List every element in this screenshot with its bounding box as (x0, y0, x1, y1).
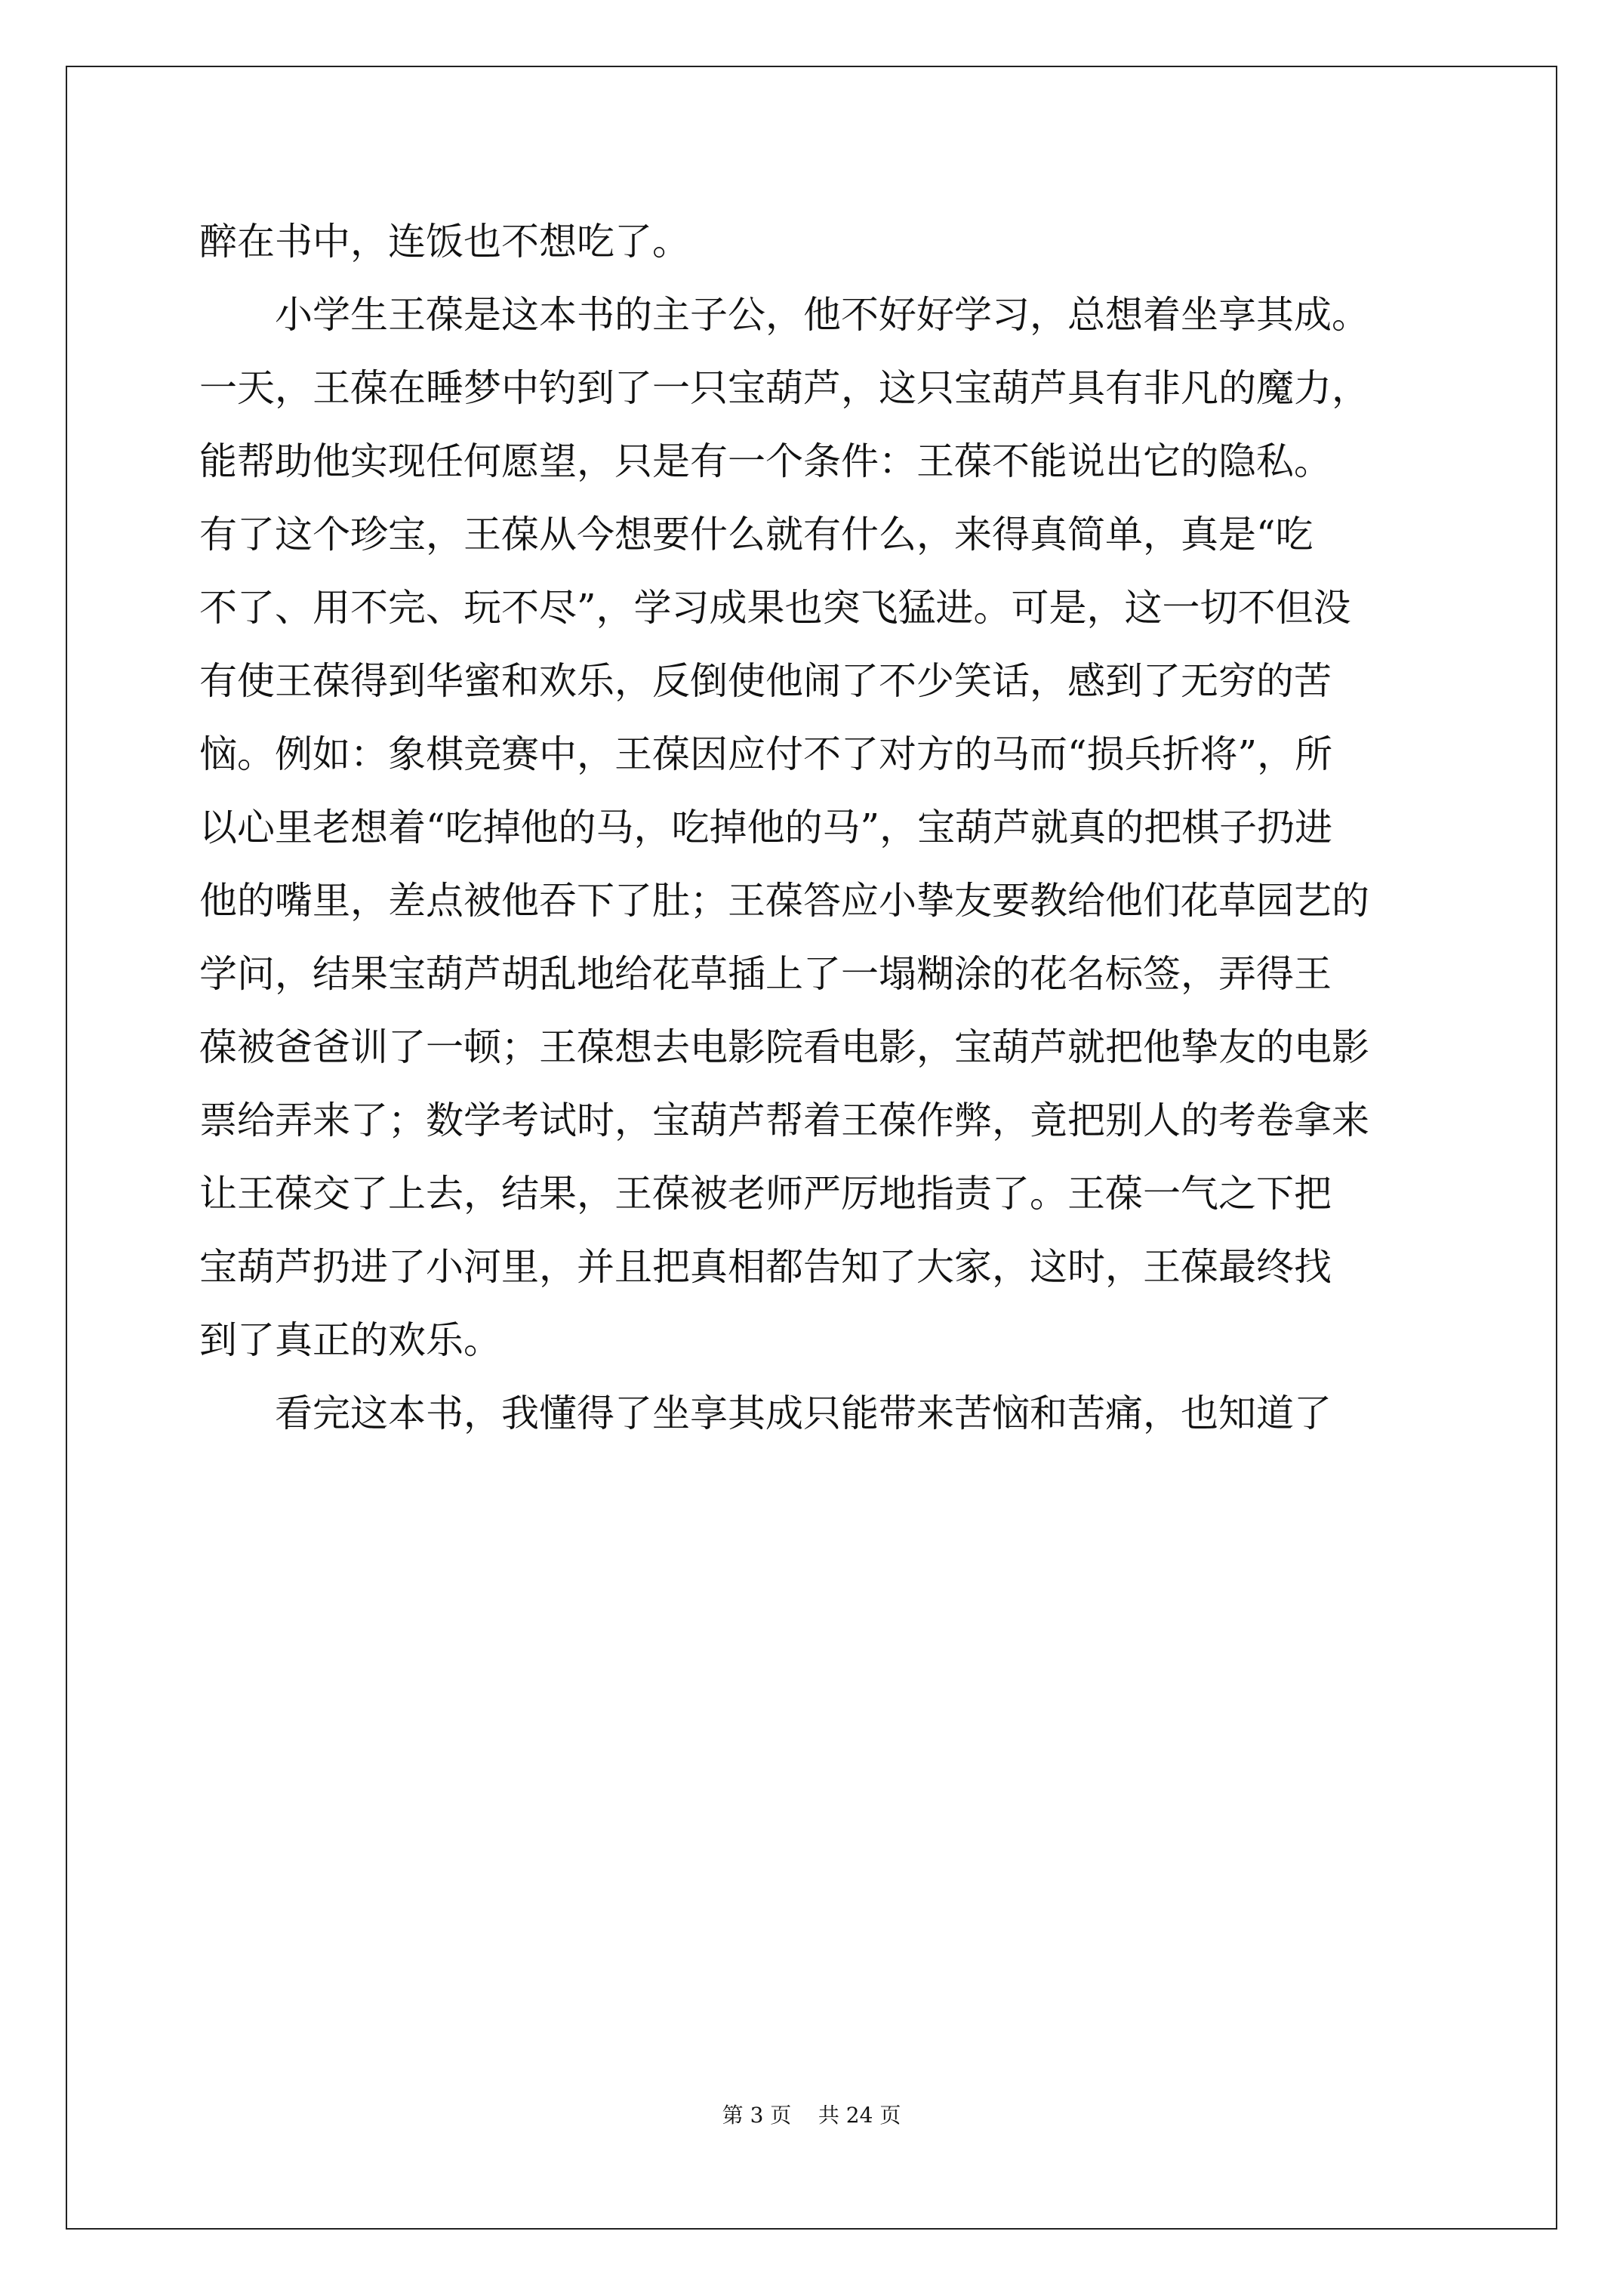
text-line: 能帮助他实现任何愿望，只是有一个条件：王葆不能说出它的隐私。 (199, 439, 1332, 483)
text-line: 醉在书中，连饭也不想吃了。 (199, 220, 690, 264)
text-line: 让王葆交了上去，结果，王葆被老师严厉地指责了。王葆一气之下把 (199, 1172, 1332, 1216)
text-line: 一天，王葆在睡梦中钓到了一只宝葫芦，这只宝葫芦具有非凡的魔力， (199, 366, 1369, 410)
text-line: 小学生王葆是这本书的主子公，他不好好学习，总想着坐享其成。 (275, 293, 1369, 337)
page-number-footer: 第 3 页 共 24 页 (722, 2103, 901, 2128)
text-line: 到了真正的欢乐。 (199, 1318, 501, 1362)
text-line: 不了、用不完、玩不尽”，学习成果也突飞猛进。可是，这一切不但没 (199, 586, 1351, 630)
document-body (199, 219, 1437, 1464)
text-line: 学问，结果宝葫芦胡乱地给花草插上了一塌糊涂的花名标签，弄得王 (199, 952, 1332, 996)
text-line: 以心里老想着“吃掉他的马，吃掉他的马”，宝葫芦就真的把棋子扔进 (199, 806, 1333, 849)
text-line: 恼。例如：象棋竞赛中，王葆因应付不了对方的马而“损兵折将”，所 (199, 732, 1333, 776)
text-line: 有使王葆得到华蜜和欢乐，反倒使他闹了不少笑话，感到了无穷的苦 (199, 659, 1332, 703)
text-line: 看完这本书，我懂得了坐享其成只能带来苦恼和苦痛，也知道了 (275, 1391, 1332, 1435)
text-line: 票给弄来了；数学考试时，宝葫芦帮着王葆作弊，竟把别人的考卷拿来 (199, 1099, 1369, 1142)
text-line: 有了这个珍宝，王葆从今想要什么就有什么，来得真简单，真是“吃 (199, 513, 1313, 556)
text-line: 他的嘴里，差点被他吞下了肚；王葆答应小挚友要教给他们花草园艺的 (199, 879, 1369, 923)
text-line: 宝葫芦扔进了小河里，并且把真相都告知了大家，这时，王葆最终找 (199, 1245, 1332, 1289)
text-line: 葆被爸爸训了一顿；王葆想去电影院看电影，宝葫芦就把他挚友的电影 (199, 1025, 1369, 1069)
